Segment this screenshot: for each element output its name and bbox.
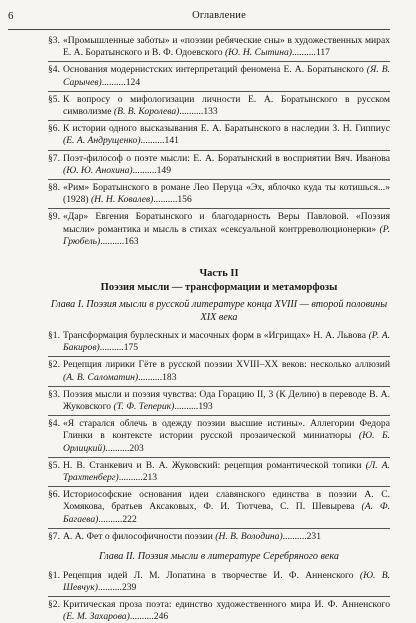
toc-entry[interactable]: [48, 123, 390, 147]
entry-body: [63, 359, 390, 383]
entry-page: 163: [124, 235, 139, 247]
entry-page: 222: [122, 513, 137, 525]
dot-leader: ..........: [105, 442, 130, 454]
header-rule: [8, 29, 390, 30]
entry-separator: [48, 61, 390, 62]
entry-page: 175: [123, 342, 139, 354]
entry-separator: [48, 596, 390, 597]
entry-separator: [48, 528, 390, 529]
section-number: §4.: [48, 418, 60, 430]
entry-title: Критическая проза поэта: единство художественного мира И. Ф. Анненского: [63, 599, 390, 610]
entry-author: (Р. Грюбель): [63, 223, 390, 247]
part-title: Часть II: [199, 268, 239, 280]
entry-author: (Н. В. Володина): [215, 530, 283, 542]
section-number: §2.: [48, 599, 60, 610]
entry-author: (Л. А. Трахтенберг): [63, 459, 390, 484]
dot-leader: ..........: [129, 611, 154, 623]
section-number: §2.: [48, 359, 60, 371]
chapter-title: Глава II. Поэзия мысли в литературе Серебряного века: [98, 551, 340, 563]
entry-body: [63, 570, 390, 594]
dot-leader: ..........: [132, 164, 157, 176]
entry-title: Рецепция лирики Гёте в русской поэзии XVIII–XX веков: несколько аллюзий: [63, 359, 390, 371]
toc-entry[interactable]: [48, 599, 390, 623]
toc-list-chapter2: [48, 570, 390, 623]
entry-body: [63, 64, 390, 88]
entry-title: Поэзия мысли и поэзия чувства: Ода Горацию II, 3 (К Делию) в переводе В. А. Жуковского: [63, 388, 390, 413]
section-number: §6.: [48, 123, 60, 135]
entry-title: А. А. Фет о философичности поэзии: [63, 530, 216, 542]
entry-title: Трансформация бурлескных и масочных форм в «Игрищах» Н. А. Львова: [63, 330, 369, 342]
section-number: §6.: [48, 489, 60, 501]
entry-separator: [48, 356, 390, 357]
entry-author: (А. Ф. Багаева): [63, 501, 390, 525]
section-number: §7.: [48, 530, 60, 542]
toc-list-chapter1: [48, 330, 390, 543]
entry-separator: [48, 415, 390, 416]
entry-author: (Т. Ф. Теперик): [113, 401, 175, 413]
dot-leader: ..........: [98, 513, 123, 525]
entry-page: 149: [156, 164, 171, 176]
entry-author: (Ю. В. Шевчук): [63, 569, 390, 593]
entry-title: «Рим» Боратынского в романе Лео Перуца «Эх, яблочко куда ты котишься...» (1928): [63, 182, 390, 206]
entry-page: 141: [164, 135, 179, 147]
entry-author: (Ю. Ю. Анохина): [63, 164, 133, 176]
entry-body: [63, 330, 390, 354]
dot-leader: ..........: [153, 194, 178, 206]
dot-leader: ..........: [99, 342, 124, 354]
toc-entry[interactable]: [48, 389, 390, 413]
dot-leader: ..........: [291, 47, 316, 59]
section-number: §1.: [48, 330, 60, 342]
entry-separator: [48, 91, 390, 92]
entry-page: 213: [142, 472, 158, 484]
entry-title: «Промышленные заботы» и «поэзии ребяческие сны» в художественных мирах Е. А. Боратынского и В. Ф. Одоевского: [63, 35, 390, 59]
entry-author: (Е. М. Захарова): [63, 611, 130, 623]
dot-leader: ..........: [100, 235, 125, 247]
section-number: §7.: [48, 152, 60, 164]
page-number: 6: [8, 10, 14, 22]
entry-title: Историософские основания идеи славянского единства в поэзии А. С. Хомякова, братьев Аксаковых, Ф. И. Тютчева, С. П. Шевырева: [63, 489, 390, 513]
section-number: §5.: [48, 459, 60, 471]
section-number: §3.: [48, 35, 60, 46]
toc-entry[interactable]: [48, 64, 390, 88]
entry-body: [63, 531, 390, 543]
dot-leader: ..........: [174, 401, 199, 413]
entry-separator: [48, 120, 390, 121]
toc-entry[interactable]: [48, 460, 390, 484]
entry-page: 203: [129, 442, 144, 454]
toc-entry[interactable]: [48, 330, 390, 354]
entry-author: (В. В. Королева): [113, 106, 180, 118]
entry-title: «Дар» Евгения Боратынского и благодарность Веры Павловой. «Поэзия мысли» романтика и мысль в стихах «сексуальной контрреволюционерки»: [63, 211, 390, 235]
entry-body: [63, 182, 390, 206]
toc-entry[interactable]: [48, 531, 390, 543]
toc-entry[interactable]: [48, 418, 390, 455]
section-number: §3.: [48, 388, 60, 400]
entry-body: [63, 389, 390, 413]
entry-body: [63, 94, 390, 118]
entry-title: Рецепция идей Л. М. Лопатина в творчестве И. Ф. Анненского: [63, 569, 360, 581]
toc-entry[interactable]: [48, 182, 390, 206]
entry-title: К вопросу о мифологизации личности Е. А. Боратынского в русском символизме: [63, 93, 390, 118]
toc-entry[interactable]: [48, 570, 390, 594]
entry-title: Основания модернистских интерпретаций феномена Е. А. Боратынского: [63, 64, 367, 76]
entry-body: [63, 599, 390, 623]
dot-leader: ..........: [101, 76, 126, 88]
entry-author: (Ю. Б. Орлицкий): [63, 430, 391, 454]
entry-page: 231: [306, 530, 322, 542]
entry-page: 156: [177, 194, 192, 206]
section-number: §5.: [48, 93, 60, 105]
entry-body: [63, 460, 390, 484]
entry-separator: [48, 208, 390, 209]
entry-title: К истории одного высказывания Е. А. Баратынского в наследии З. Н. Гиппиус: [63, 123, 390, 135]
entry-title: Н. В. Станкевич и В. А. Жуковский: рецепция романтической топики: [63, 459, 366, 471]
entry-separator: [48, 457, 390, 458]
dot-leader: ..........: [118, 472, 143, 484]
part-subtitle: Поэзия мысли — трансформации и метаморфозы: [100, 282, 338, 294]
dot-leader: ..........: [282, 530, 307, 542]
entry-body: [63, 153, 390, 177]
entry-separator: [48, 150, 390, 151]
toc-list-part1: [48, 35, 390, 248]
entry-author: (Н. Н. Ковалев): [90, 194, 154, 206]
entry-body: [63, 211, 390, 248]
entry-page: 133: [203, 106, 218, 118]
toc-entry[interactable]: [48, 35, 390, 59]
entry-page: 183: [162, 371, 177, 383]
dot-leader: ..........: [138, 371, 163, 383]
section-number: §4.: [48, 64, 60, 76]
toc-entry[interactable]: [48, 153, 390, 177]
entry-author: (Я. В. Сарычев): [63, 64, 390, 88]
dot-leader: ..........: [97, 581, 122, 593]
toc-entry[interactable]: [48, 94, 390, 118]
section-number: §1.: [48, 569, 60, 581]
entry-author: (Е. А. Андрущенко): [63, 135, 141, 147]
entry-body: [63, 35, 390, 59]
dot-leader: ..........: [179, 106, 204, 118]
section-number: §8.: [48, 182, 60, 194]
entry-page: 239: [121, 581, 137, 593]
section-number: §9.: [48, 211, 60, 223]
toc-entry[interactable]: [48, 359, 390, 383]
entry-page: 246: [153, 611, 169, 623]
entry-page: 124: [125, 76, 141, 88]
page-header: [8, 10, 390, 26]
entry-author: (Ю. Н. Сытина): [224, 47, 292, 59]
toc-entry[interactable]: [48, 489, 390, 526]
entry-title: «Я старался облечь в одежду поэзии высшие истины». Аллегории Федора Глинки в контексте истории русской прозаической миниатюры: [63, 418, 390, 442]
chapter-title: Глава I. Поэзия мысли в русской литературе конца XVIII — второй половины XIX века: [50, 299, 388, 323]
entry-body: [63, 123, 390, 147]
entry-title: Поэт-философ о поэте мысли: Е. А. Боратынский в восприятии Вяч. Иванова: [63, 152, 390, 164]
entry-separator: [48, 386, 390, 387]
entry-author: (А. В. Саломатин): [63, 371, 139, 383]
entry-separator: [48, 486, 390, 487]
entry-body: [63, 489, 390, 526]
toc-entry[interactable]: [48, 211, 390, 248]
entry-page: 117: [315, 47, 330, 59]
entry-page: 193: [198, 401, 213, 413]
entry-body: [63, 418, 390, 455]
dot-leader: ..........: [140, 135, 165, 147]
running-title: Оглавление: [192, 10, 246, 21]
entry-separator: [48, 179, 390, 180]
entry-author: (Р. А. Бакиров): [63, 330, 390, 354]
